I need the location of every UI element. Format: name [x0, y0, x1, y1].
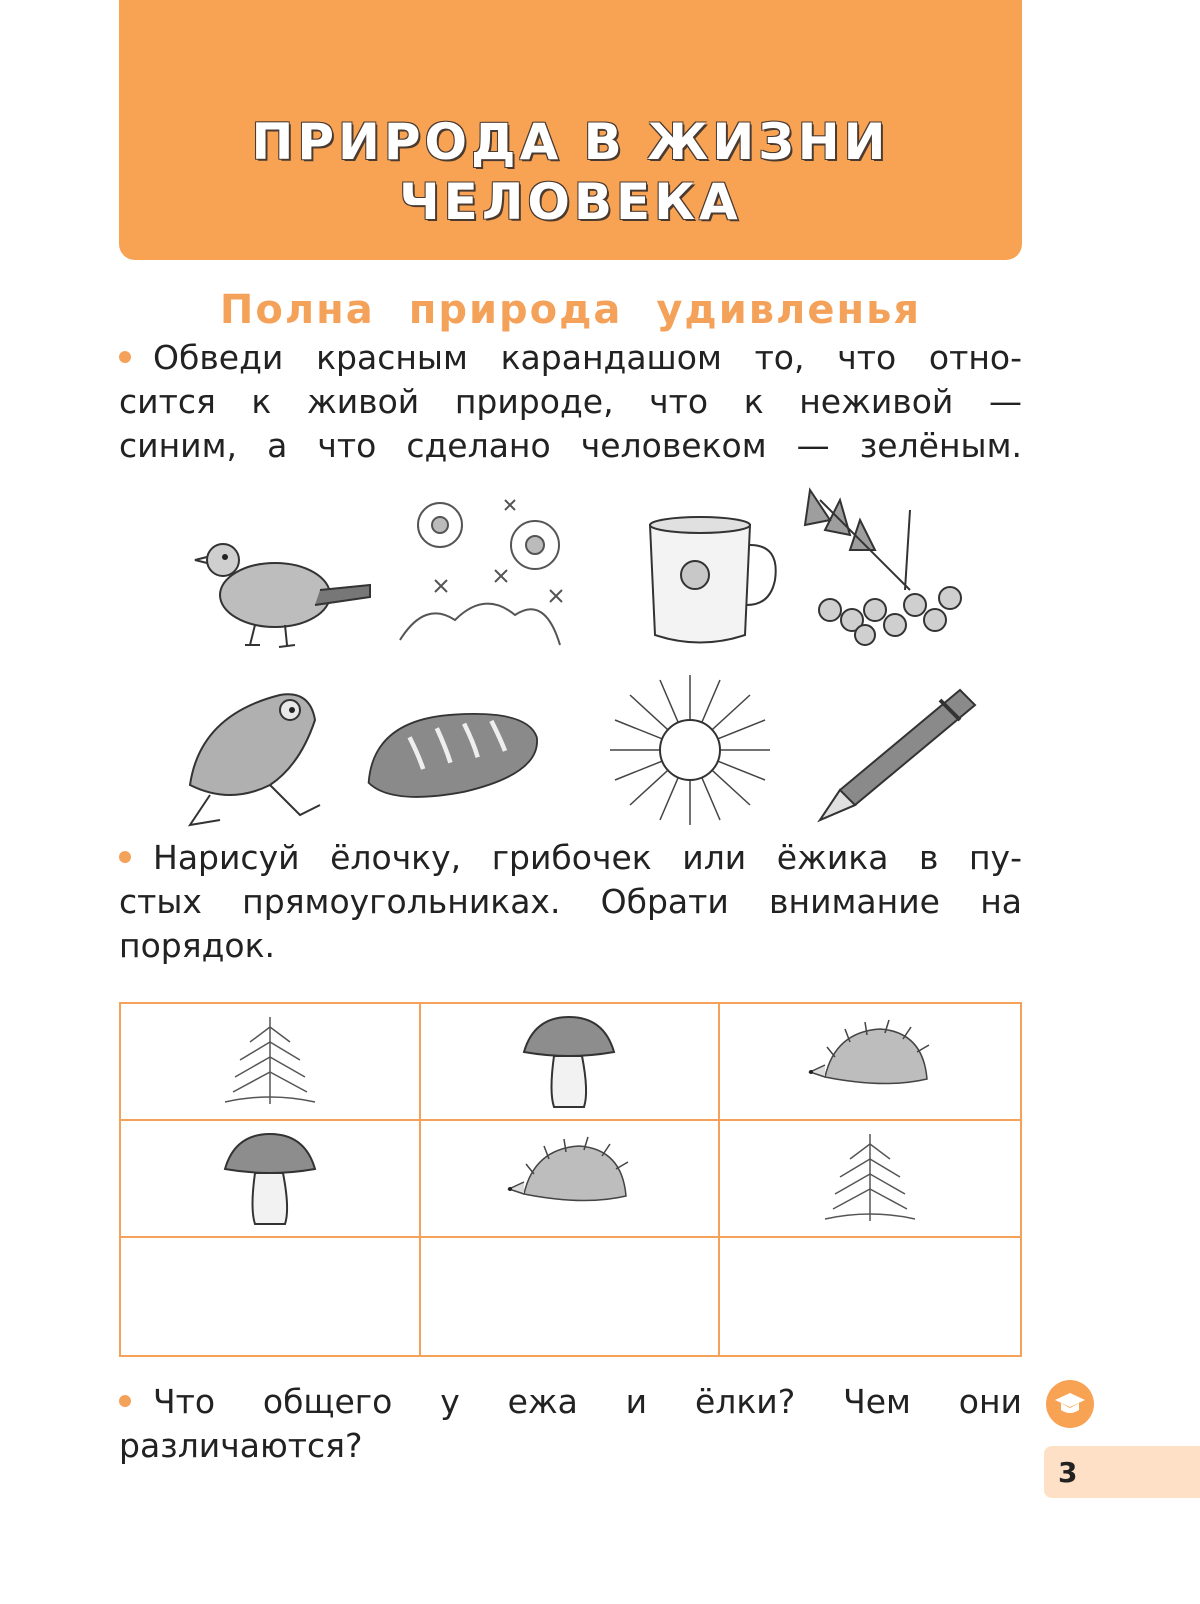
grid-cell[interactable]: [121, 1004, 421, 1121]
picture-set: [150, 480, 1000, 840]
task3-line2: различаются?: [119, 1426, 363, 1465]
bird-icon: [175, 505, 375, 675]
grid-cell[interactable]: [421, 1121, 721, 1238]
task2-line3: порядок.: [119, 926, 275, 965]
grid-cell[interactable]: [421, 1004, 721, 1121]
grid-cell[interactable]: [720, 1004, 1020, 1121]
task1-text: [119, 336, 1022, 468]
rowan-branch-icon: [790, 480, 990, 650]
task2-text: [119, 836, 1022, 968]
chapter-title-line1: ПРИРОДА В ЖИЗНИ: [251, 113, 890, 171]
hedgehog-icon: [504, 1134, 634, 1224]
section-subtitle: Полна природа удивленья: [219, 287, 922, 333]
mushroom-icon: [215, 1129, 325, 1229]
page-number: 3: [1044, 1446, 1200, 1498]
chapter-banner: [119, 0, 1022, 260]
bullet-icon: [119, 1395, 131, 1407]
hedgehog-icon: [805, 1017, 935, 1107]
grid-cell-empty[interactable]: [720, 1238, 1020, 1355]
task2-line1: Нарисуй ёлочку, грибочек или ёжика в пу-: [153, 838, 1022, 877]
task1-line2: сится к живой природе, что к неживой —: [119, 382, 1022, 421]
frog-icon: [170, 675, 370, 845]
task3-text: [119, 1380, 1022, 1468]
sun-icon: [590, 665, 790, 835]
snowflakes-icon: [395, 490, 595, 660]
chapter-title-line2: ЧЕЛОВЕКА: [399, 173, 742, 231]
fir-tree-icon: [815, 1129, 925, 1229]
task1-line1: Обведи красным карандашом то, что отно-: [153, 338, 1022, 377]
mug-icon: [610, 505, 810, 675]
grid-cell-empty[interactable]: [421, 1238, 721, 1355]
mushroom-icon: [514, 1012, 624, 1112]
graduation-cap-icon: [1046, 1380, 1094, 1428]
bread-icon: [355, 675, 555, 845]
task3-line1: Что общего у ежа и ёлки? Чем они: [153, 1382, 1022, 1421]
bullet-icon: [119, 851, 131, 863]
fir-tree-icon: [215, 1012, 325, 1112]
grid-cell[interactable]: [121, 1121, 421, 1238]
grid-cell-empty[interactable]: [121, 1238, 421, 1355]
drawing-grid: [119, 1002, 1022, 1357]
pen-icon: [800, 670, 1000, 840]
grid-cell[interactable]: [720, 1121, 1020, 1238]
task2-line2: стых прямоугольниках. Обрати внимание на: [119, 882, 1022, 921]
bullet-icon: [119, 351, 131, 363]
task1-line3: синим, а что сделано человеком — зелёным.: [119, 426, 1022, 465]
